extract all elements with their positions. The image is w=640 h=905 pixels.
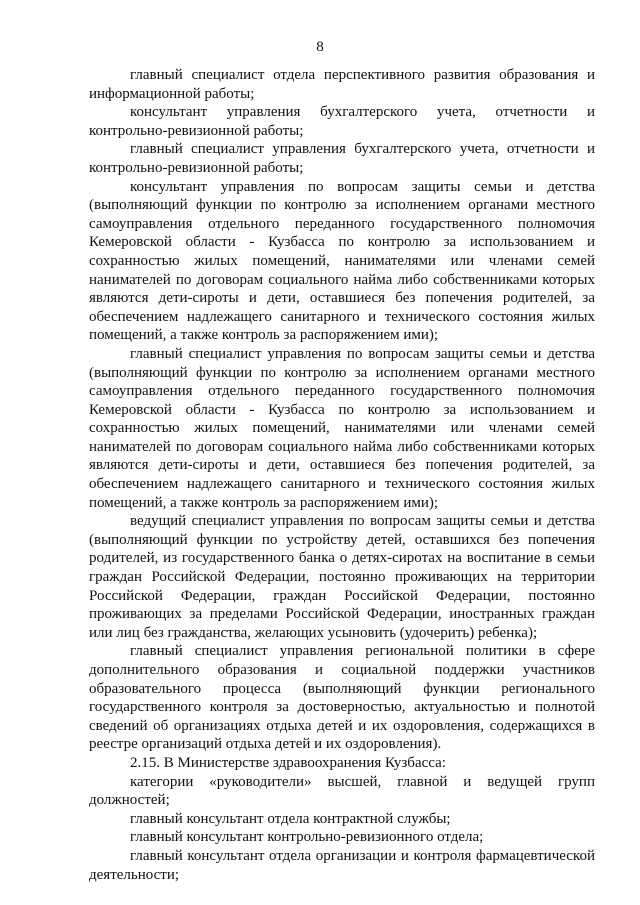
document-body (89, 66, 595, 884)
paragraph-position-5: главный специалист управления по вопросам защиты семьи и детства (выполняющий функции по контролю за исполнением органами местного самоуправления отдельного переданного государственного полномочия Кемеровской области - Кузбасса по контролю за использованием и сохранностью жилых помещений, нанимателями или членами семей нанимателей по договорам социального найма либо собственниками которых являются дети-сироты и дети, оставшиеся без попечения родителей, за обеспечением надлежащего санитарного и технического состояния жилых помещений, а также контроль за распоряжением ими); (89, 345, 595, 511)
paragraph-position-7: главный специалист управления региональной политики в сфере дополнительного образования и социальной поддержки участников образовательного процесса (выполняющий функции регионального государственного контроля за достоверностью, актуальностью и полнотой сведений об организациях отдыха детей и их оздоровления, содержащихся в реестре организаций отдыха детей и их оздоровления). (89, 643, 595, 753)
paragraph-position-10: главный консультант контрольно-ревизионного отдела; (130, 829, 484, 846)
paragraph-position-8: категории «руководители» высшей, главной и ведущей групп должностей; (89, 773, 595, 809)
paragraph-position-4: консультант управления по вопросам защиты семьи и детства (выполняющий функции по контролю за исполнением органами местного самоуправления отдельного переданного государственного полномочия Кемеровской области - Кузбасса по контролю за использованием и сохранностью жилых помещений, нанимателями или членами семей нанимателей по договорам социального найма либо собственниками которых являются дети-сироты и дети, оставшиеся без попечения родителей, за обеспечением надлежащего санитарного и технического состояния жилых помещений, а также контроль за распоряжением ими); (89, 178, 595, 344)
paragraph-position-11: главный консультант отдела организации и контроля фармацевтической деятельности; (89, 847, 595, 883)
paragraph-position-3: главный специалист управления бухгалтерского учета, отчетности и контрольно-ревизионной работы; (89, 141, 595, 176)
section-heading-2-15: 2.15. В Министерстве здравоохранения Кузбасса: (130, 754, 446, 771)
paragraph-position-6: ведущий специалист управления по вопросам защиты семьи и детства (выполняющий функции по устройству детей, оставшихся без попечения родителей, из государственного банка о детях-сиротах на воспитание в семьи граждан Российской Федерации, постоянно проживающих на территории Российской Федерации, граждан Российской Федерации, постоянно проживающих за пределами Российской Федерации, иностранных граждан или лиц без гражданства, желающих усыновить (удочерить) ребенка); (89, 513, 595, 641)
paragraph-position-2: консультант управления бухгалтерского учета, отчетности и контрольно-ревизионной работы; (89, 104, 595, 139)
paragraph-position-9: главный консультант отдела контрактной службы; (130, 810, 451, 827)
page-number: 8 (316, 39, 324, 55)
paragraph-position-1: главный специалист отдела перспективного развития образования и информационной работы; (89, 67, 595, 102)
